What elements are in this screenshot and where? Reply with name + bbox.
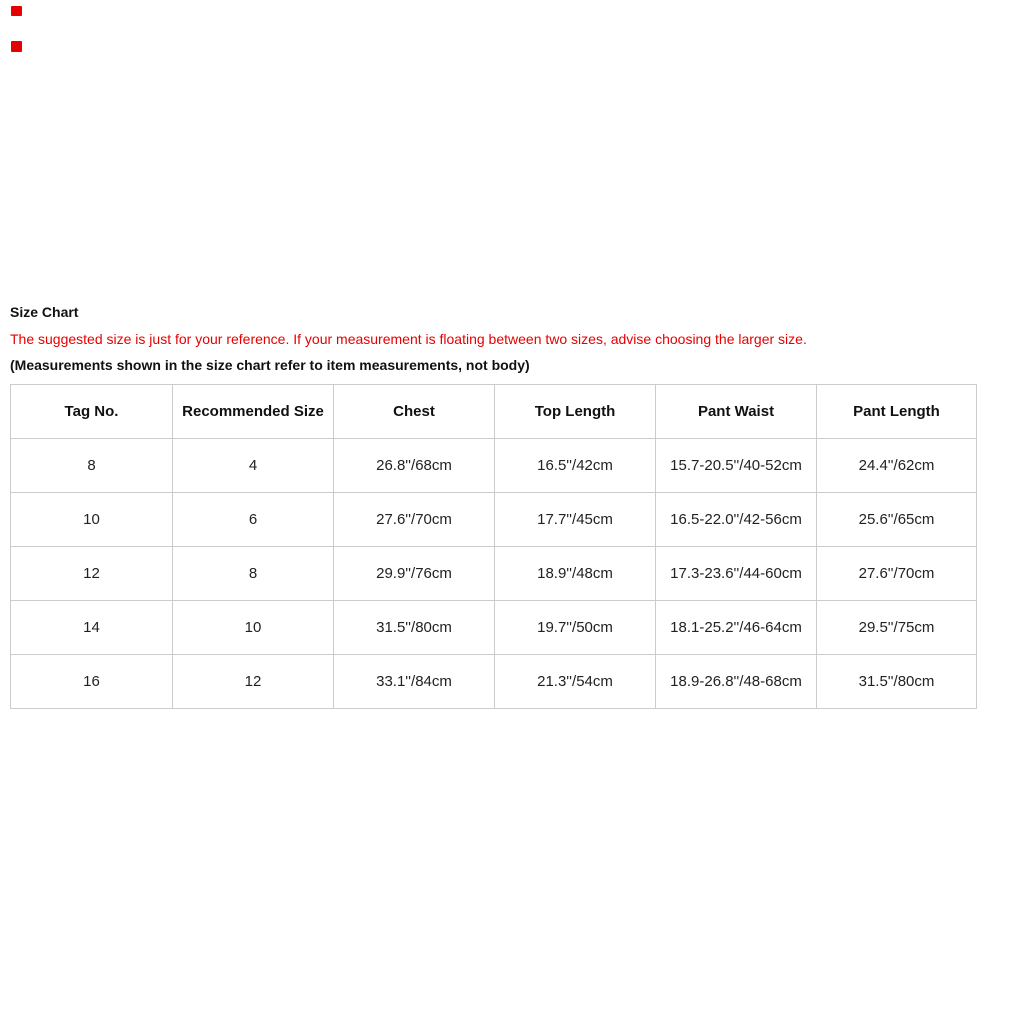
table-cell: 31.5''/80cm bbox=[817, 655, 977, 709]
table-cell: 21.3''/54cm bbox=[495, 655, 656, 709]
table-cell: 17.3-23.6''/44-60cm bbox=[656, 547, 817, 601]
table-cell: 29.5''/75cm bbox=[817, 601, 977, 655]
table-cell: 15.7-20.5''/40-52cm bbox=[656, 439, 817, 493]
table-cell: 17.7''/45cm bbox=[495, 493, 656, 547]
col-header-top-length: Top Length bbox=[495, 385, 656, 439]
measurement-note-text: (Measurements shown in the size chart refer to item measurements, not body) bbox=[10, 357, 530, 373]
table-cell: 14 bbox=[11, 601, 173, 655]
size-chart-table-container bbox=[10, 384, 976, 709]
table-cell: 24.4''/62cm bbox=[817, 439, 977, 493]
col-header-tag-no: Tag No. bbox=[11, 385, 173, 439]
red-artifact-glyph-icon bbox=[11, 6, 22, 16]
table-cell: 16.5-22.0''/42-56cm bbox=[656, 493, 817, 547]
table-row bbox=[11, 601, 977, 655]
table-cell: 12 bbox=[11, 547, 173, 601]
table-cell: 27.6''/70cm bbox=[334, 493, 495, 547]
red-artifact-glyph-icon bbox=[11, 41, 22, 52]
table-row bbox=[11, 493, 977, 547]
table-cell: 8 bbox=[173, 547, 334, 601]
table-cell: 27.6''/70cm bbox=[817, 547, 977, 601]
table-row bbox=[11, 655, 977, 709]
col-header-chest: Chest bbox=[334, 385, 495, 439]
table-cell: 18.9-26.8''/48-68cm bbox=[656, 655, 817, 709]
table-cell: 16.5''/42cm bbox=[495, 439, 656, 493]
table-cell: 6 bbox=[173, 493, 334, 547]
table-cell: 18.1-25.2''/46-64cm bbox=[656, 601, 817, 655]
size-chart-table bbox=[10, 384, 977, 709]
table-cell: 29.9''/76cm bbox=[334, 547, 495, 601]
col-header-pant-waist: Pant Waist bbox=[656, 385, 817, 439]
table-row bbox=[11, 439, 977, 493]
col-header-pant-length: Pant Length bbox=[817, 385, 977, 439]
table-cell: 26.8''/68cm bbox=[334, 439, 495, 493]
table-cell: 31.5''/80cm bbox=[334, 601, 495, 655]
col-header-recommended-size: Recommended Size bbox=[173, 385, 334, 439]
table-header-row bbox=[11, 385, 977, 439]
table-cell: 4 bbox=[173, 439, 334, 493]
table-cell: 18.9''/48cm bbox=[495, 547, 656, 601]
table-cell: 33.1''/84cm bbox=[334, 655, 495, 709]
table-cell: 16 bbox=[11, 655, 173, 709]
table-cell: 10 bbox=[173, 601, 334, 655]
table-cell: 12 bbox=[173, 655, 334, 709]
table-cell: 10 bbox=[11, 493, 173, 547]
size-chart-title: Size Chart bbox=[10, 304, 79, 320]
size-warning-text: The suggested size is just for your reference. If your measurement is floating between two sizes, advise choosing the larger size. bbox=[10, 331, 807, 347]
table-cell: 8 bbox=[11, 439, 173, 493]
table-cell: 25.6''/65cm bbox=[817, 493, 977, 547]
table-cell: 19.7''/50cm bbox=[495, 601, 656, 655]
table-row bbox=[11, 547, 977, 601]
